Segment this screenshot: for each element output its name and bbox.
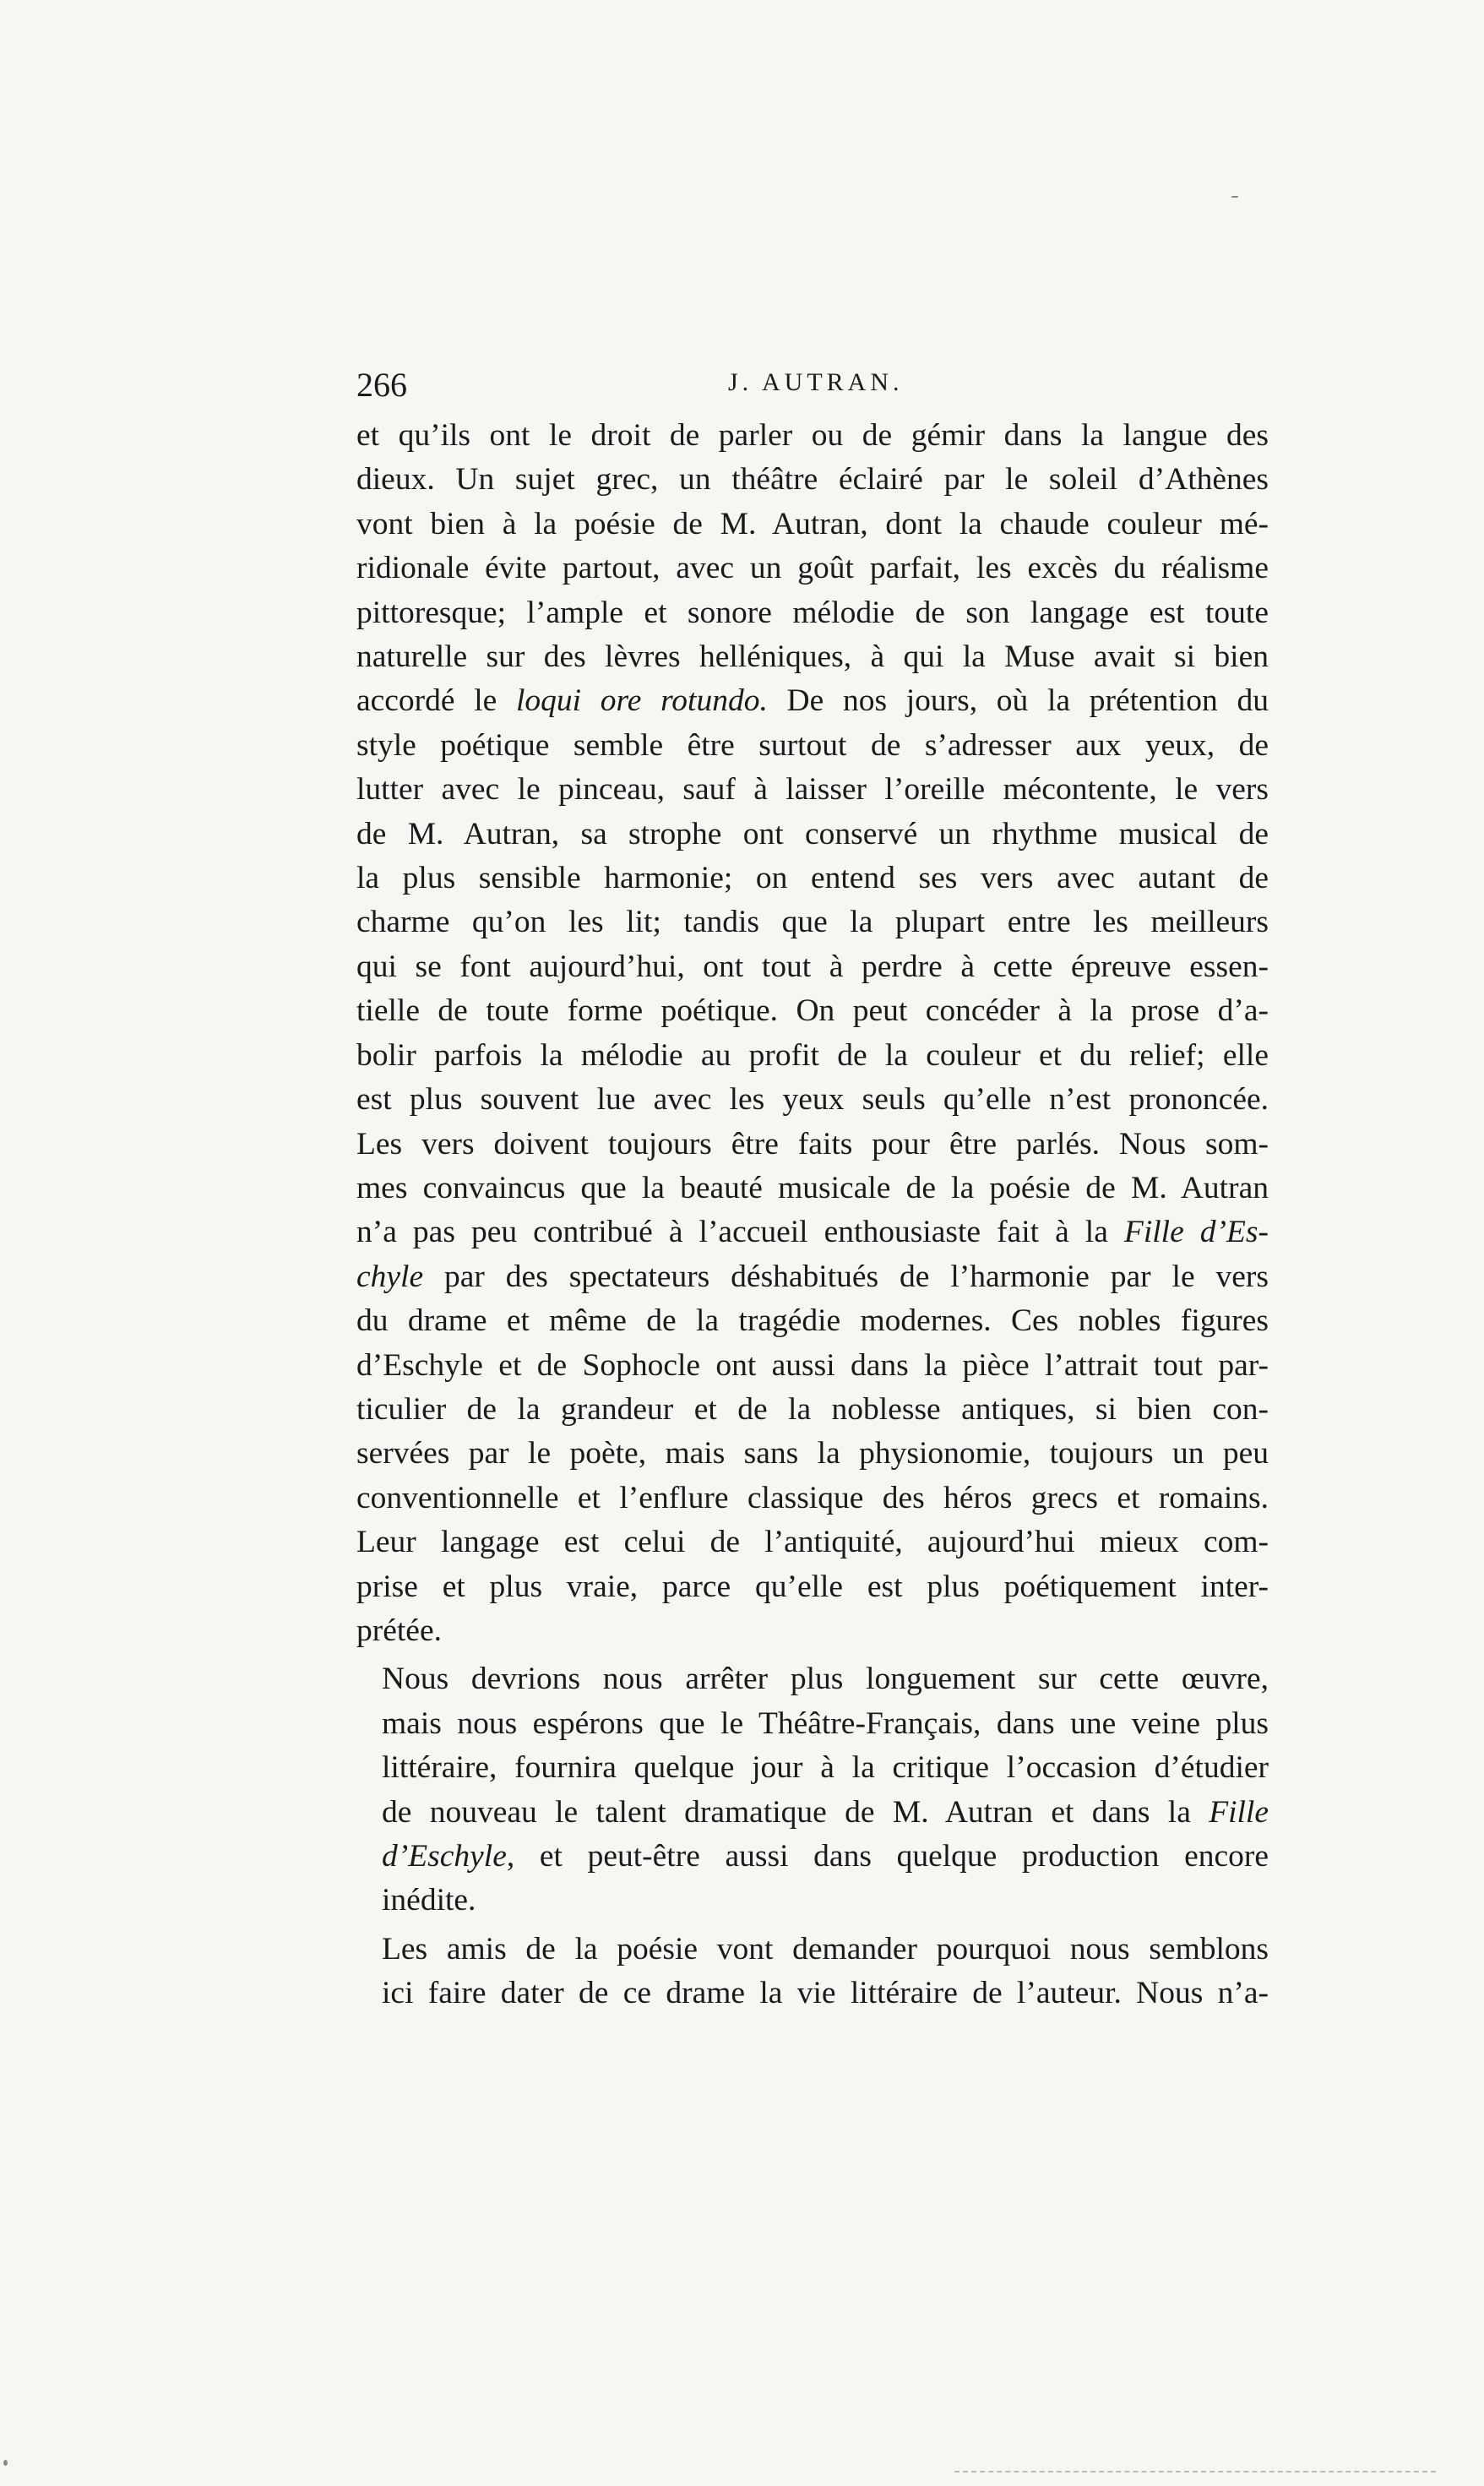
text-line: ticulier de la grandeur et de la noblesse antiques, si bien con- — [356, 1391, 1269, 1427]
text-line: mais nous espérons que le Théâtre-Français, dans une veine plus — [382, 1705, 1269, 1741]
text-line: style poétique semble être surtout de s’adresser aux yeux, de — [356, 727, 1269, 763]
text-line: Nous devrions nous arrêter plus longuement sur cette œuvre, — [382, 1662, 1269, 1697]
text-line: Leur langage est celui de l’antiquité, aujourd’hui mieux com- — [356, 1525, 1269, 1560]
text-line: vont bien à la poésie de M. Autran, dont la chaude couleur mé- — [356, 506, 1269, 541]
italic-title: d’Eschyle — [382, 1839, 507, 1874]
paragraph — [356, 1928, 1269, 2016]
running-head — [356, 365, 1269, 416]
italic-title: Fille d’Es- — [1123, 1215, 1269, 1250]
italic-title: Fille — [1209, 1794, 1269, 1830]
text-line: chyle par des spectateurs déshabitués de l’harmonie par le vers — [356, 1259, 1269, 1294]
italic-title: loqui ore rotundo. — [516, 683, 768, 719]
running-title: J. AUTRAN. — [728, 368, 904, 396]
text-line: Les vers doivent toujours être faits pour être parlés. Nous som- — [356, 1126, 1269, 1161]
text-line: est plus souvent lue avec les yeux seuls qu’elle n’est prononcée. — [356, 1082, 1269, 1118]
text-line: pittoresque; l’ample et sonore mélodie de son langage est toute — [356, 595, 1269, 630]
scan-speck — [1231, 196, 1238, 198]
text-line: littéraire, fournira quelque jour à la critique l’occasion d’étudier — [382, 1750, 1269, 1786]
text-line: d’Eschyle et de Sophocle ont aussi dans la pièce l’attrait tout par- — [356, 1347, 1269, 1383]
scan-speck — [3, 2460, 8, 2466]
text-line: prise et plus vraie, parce qu’elle est plus poétiquement inter- — [356, 1569, 1269, 1604]
text-line: charme qu’on les lit; tandis que la plupart entre les meilleurs — [356, 905, 1269, 940]
text-line: inédite. — [382, 1883, 476, 1918]
text-line: ridionale évite partout, avec un goût parfait, les excès du réalisme — [356, 551, 1269, 586]
text-line: prétée. — [356, 1613, 442, 1648]
text-line: du drame et même de la tragédie modernes. Ces nobles figures — [356, 1303, 1269, 1339]
text-line: lutter avec le pinceau, sauf à laisser l’oreille mécontente, le vers — [356, 772, 1269, 808]
text-line: la plus sensible harmonie; on entend ses vers avec autant de — [356, 861, 1269, 896]
text-line: et qu’ils ont le droit de parler ou de gémir dans la langue des — [356, 418, 1269, 453]
text-line: accordé le loqui ore rotundo. De nos jours, où la prétention du — [356, 683, 1269, 719]
text-line: bolir parfois la mélodie au profit de la couleur et du relief; elle — [356, 1037, 1269, 1073]
body-text — [356, 414, 1269, 2016]
text-line: d’Eschyle, et peut-être aussi dans quelque production encore — [382, 1839, 1269, 1874]
text-line: mes convaincus que la beauté musicale de la poésie de M. Autran — [356, 1170, 1269, 1205]
text-line: tielle de toute forme poétique. On peut concéder à la prose d’a- — [356, 993, 1269, 1029]
text-line: dieux. Un sujet grec, un théâtre éclairé par le soleil d’Athènes — [356, 462, 1269, 498]
text-line: servées par le poète, mais sans la physionomie, toujours un peu — [356, 1436, 1269, 1471]
text-line: qui se font aujourd’hui, ont tout à perdre à cette épreuve essen- — [356, 949, 1269, 984]
italic-title: chyle — [356, 1259, 424, 1294]
page-number: 266 — [356, 366, 407, 404]
text-line: de nouveau le talent dramatique de M. Autran et dans la Fille — [382, 1794, 1269, 1830]
text-line: ici faire dater de ce drame la vie littéraire de l’auteur. Nous n’a- — [382, 1976, 1269, 2011]
paragraph — [356, 1657, 1269, 1923]
scan-edge-rule — [954, 2471, 1436, 2472]
text-line: naturelle sur des lèvres helléniques, à qui la Muse avait si bien — [356, 639, 1269, 675]
text-line: de M. Autran, sa strophe ont conservé un rhythme musical de — [356, 816, 1269, 851]
text-line: conventionnelle et l’enflure classique des héros grecs et romains. — [356, 1480, 1269, 1515]
paragraph — [356, 414, 1269, 1653]
text-line: n’a pas peu contribué à l’accueil enthousiaste fait à la Fille d’Es- — [356, 1215, 1269, 1250]
text-line: Les amis de la poésie vont demander pourquoi nous semblons — [382, 1931, 1269, 1966]
